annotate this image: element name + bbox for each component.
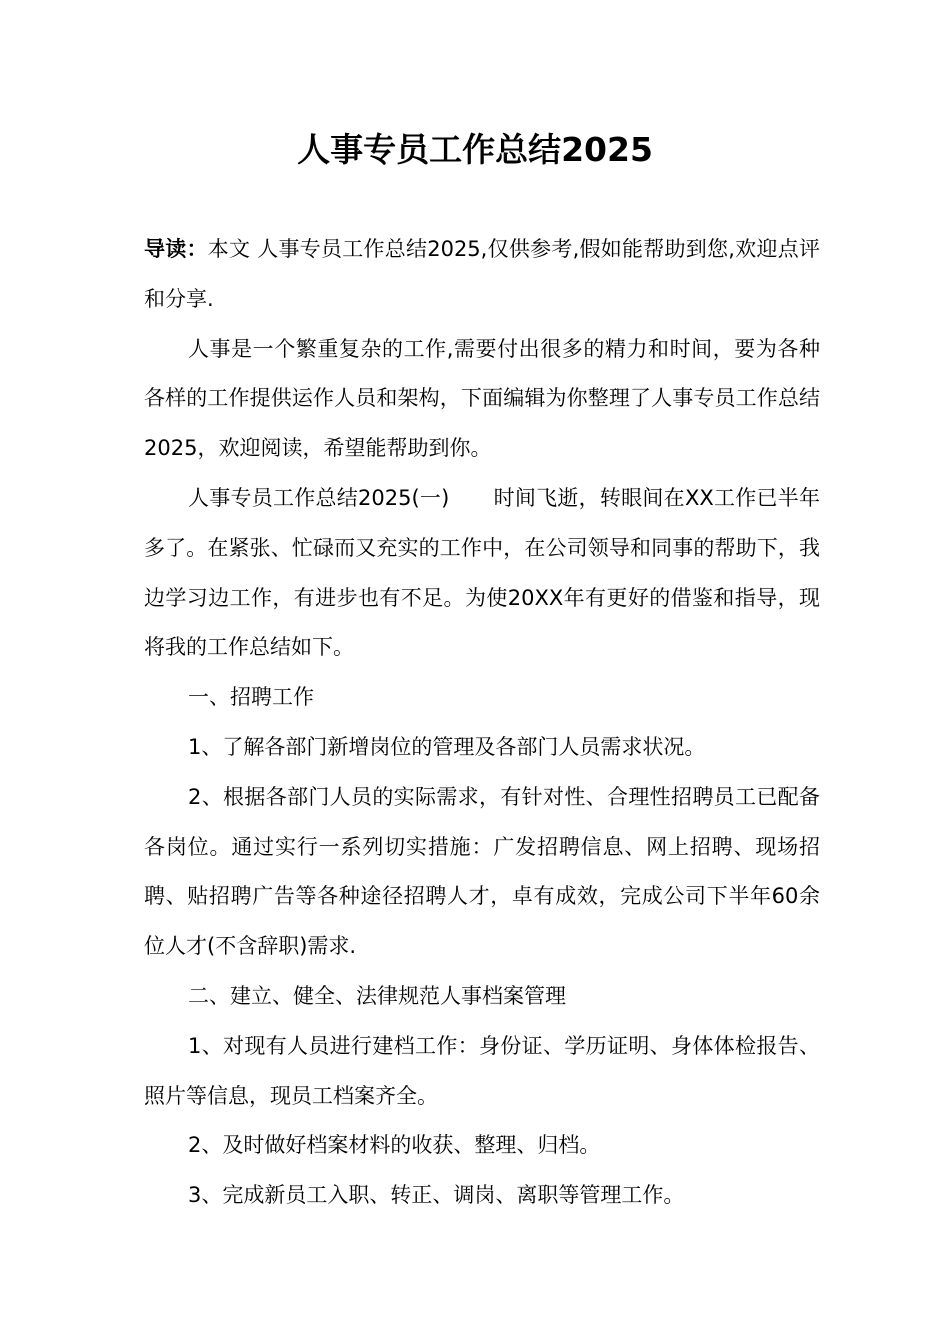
heading-recruitment: 一、招聘工作 (188, 685, 314, 710)
archives-item-3: 3、完成新员工入职、转正、调岗、离职等管理工作。 (188, 1183, 685, 1208)
archives-item-2: 2、及时做好档案材料的收获、整理、归档。 (188, 1133, 601, 1158)
intro-paragraph: 人事是一个繁重复杂的工作,需要付出很多的精力和时间，要为各种各样的工作提供运作人员和架构，下面编辑为你整理了人事专员工作总结2025，欢迎阅读，希望能帮助到你。 (144, 336, 820, 461)
archives-item-1: 1、对现有人员进行建档工作：身份证、学历证明、身体体检报告、照片等信息，现员工档案齐全。 (144, 1033, 820, 1108)
section-one-paragraph (144, 474, 820, 673)
lead-label: 导读： (144, 237, 208, 261)
recruitment-item-1: 1、了解各部门新增岗位的管理及各部门人员需求状况。 (188, 734, 706, 759)
lead-text: 本文 人事专员工作总结2025,仅供参考,假如能帮助到您,欢迎点评和分享. (144, 237, 820, 311)
recruitment-item-2: 2、根据各部门人员的实际需求，有针对性、合理性招聘员工已配备各岗位。通过实行一系列切实措施：广发招聘信息、网上招聘、现场招聘、贴招聘广告等各种途径招聘人才，卓有成效，完成公司下半年60余位人才(不含辞职)需求. (144, 784, 820, 959)
section-text: 时间飞逝，转眼间在XX工作已半年多了。在紧张、忙碌而又充实的工作中，在公司领导和同事的帮助下，我边学习边工作，有进步也有不足。为使20XX年有更好的借鉴和指导，现将我的工作总结如下。 (144, 485, 820, 660)
document-title: 人事专员工作总结2025 (297, 130, 653, 169)
document-body (144, 225, 820, 1221)
heading-archives: 二、建立、健全、法律规范人事档案管理 (188, 983, 566, 1008)
lead-paragraph (144, 225, 820, 325)
section-heading: 人事专员工作总结2025(一) (188, 485, 450, 510)
